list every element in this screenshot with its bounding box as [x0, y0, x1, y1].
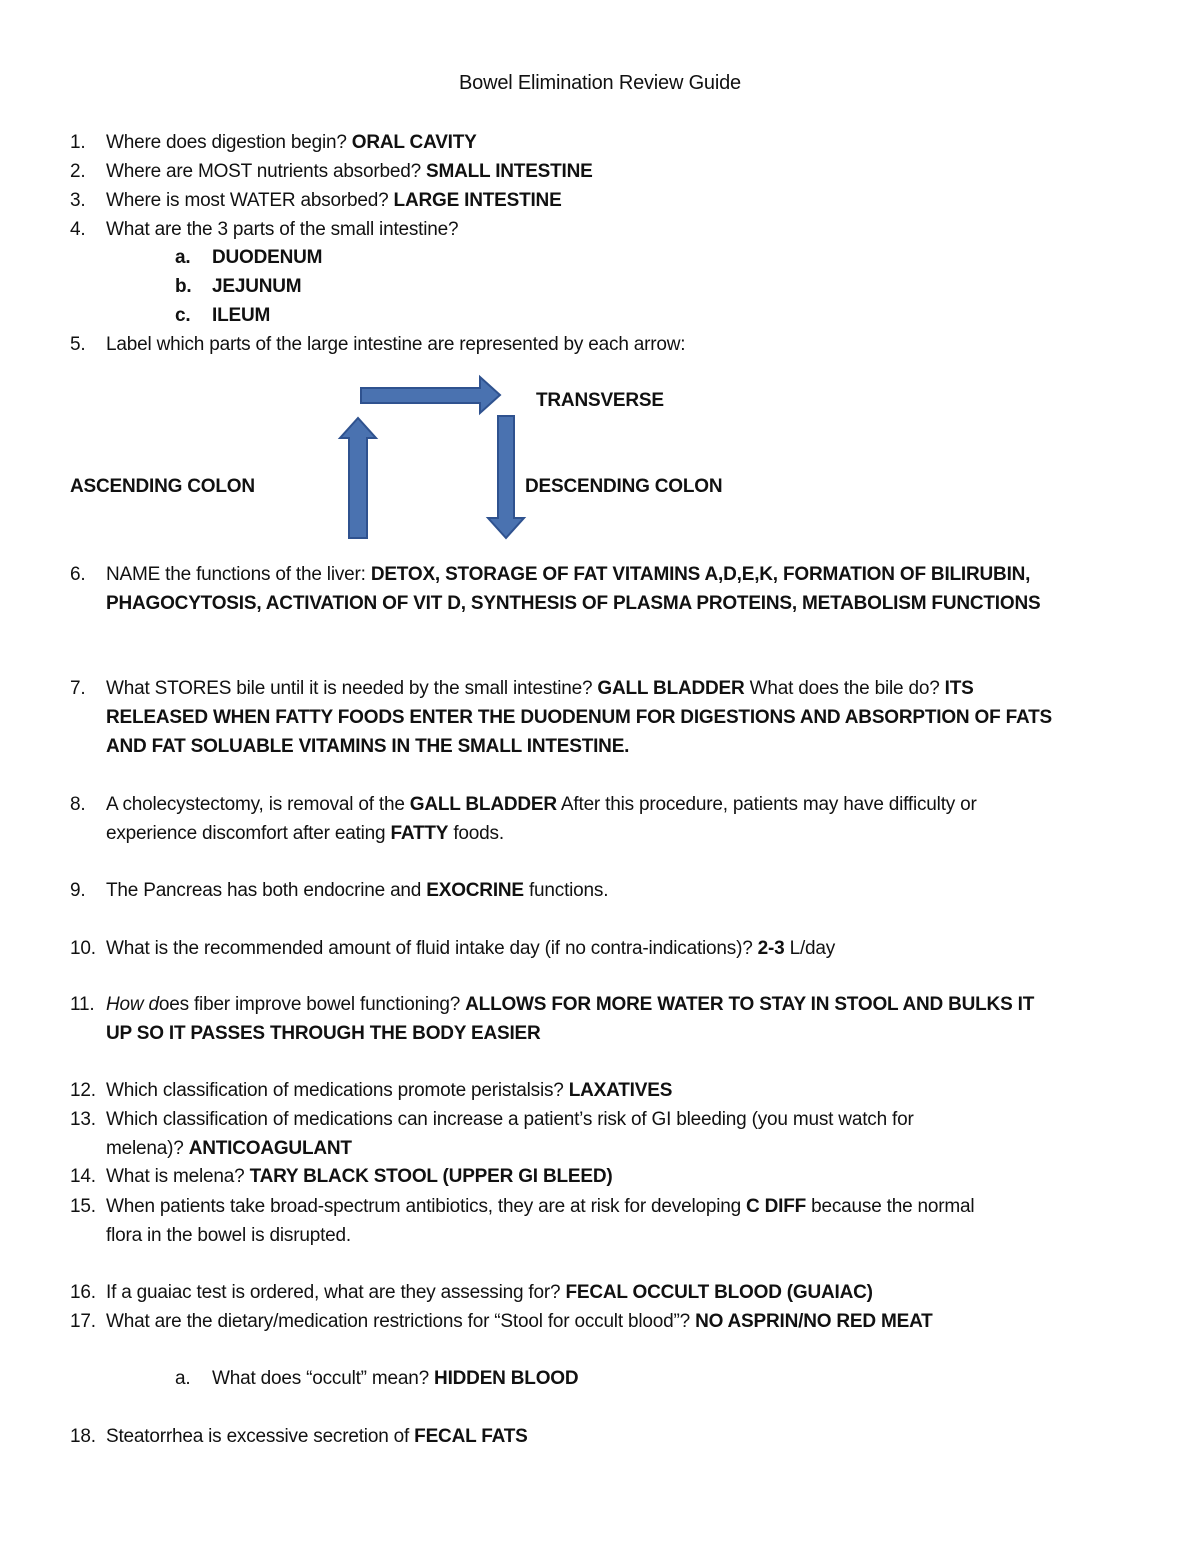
question-number: 6. [70, 564, 86, 585]
question-text: What are the 3 parts of the small intestine? [106, 219, 459, 240]
question-number: 13. [70, 1109, 96, 1130]
answer-text: ALLOWS FOR MORE WATER TO STAY IN STOOL AND BULKS IT [465, 994, 1035, 1015]
question-number: 8. [70, 794, 86, 815]
question-number: 12. [70, 1080, 96, 1101]
question-number: 15. [70, 1196, 96, 1217]
transverse-arrow [361, 377, 500, 413]
answer-text: SMALL INTESTINE [426, 161, 593, 182]
question-text: Label which parts of the large intestine are represented by each arrow: [106, 334, 686, 355]
answer-text: PHAGOCYTOSIS, ACTIVATION OF VIT D, SYNTHESIS OF PLASMA PROTEINS, METABOLISM FUNCTIONS [106, 593, 1041, 614]
question-text: If a guaiac test is ordered, what are they assessing for? [106, 1282, 566, 1303]
question-text: What does the bile do? [744, 678, 945, 699]
question-text: foods. [448, 823, 504, 844]
question-text: What is the recommended amount of fluid intake day (if no contra-indications)? [106, 938, 758, 959]
answer-text: ITS [944, 678, 974, 699]
answer-text: ILEUM [212, 305, 271, 326]
list-letter: a. [175, 247, 191, 268]
question-number: 10. [70, 938, 96, 959]
answer-text: LARGE INTESTINE [393, 190, 562, 211]
answer-text: DUODENUM [212, 247, 323, 268]
answer-text: FECAL FATS [414, 1426, 528, 1447]
question-number: 5. [70, 334, 86, 355]
question-text: Steatorrhea is excessive secretion of [106, 1426, 415, 1447]
question-number: 7. [70, 678, 86, 699]
question-text: What STORES bile until it is needed by the small intestine? [106, 678, 598, 699]
question-text: NAME the functions of the liver: [106, 564, 371, 585]
answer-text: 2-3 [757, 938, 785, 959]
question-number: 16. [70, 1282, 96, 1303]
colon-arrow-diagram [330, 370, 550, 550]
question-number: 18. [70, 1426, 96, 1447]
answer-text: DETOX, STORAGE OF FAT VITAMINS A,D,E,K, FORMATION OF BILIRUBIN, [370, 564, 1031, 585]
answer-text: UP SO IT PASSES THROUGH THE BODY EASIER [106, 1023, 541, 1044]
question-text: L/day [784, 938, 836, 959]
page-title: Bowel Elimination Review Guide [459, 72, 741, 94]
answer-text: GALL BLADDER [597, 678, 745, 699]
question-text: flora in the bowel is disrupted. [106, 1225, 351, 1246]
answer-text: TARY BLACK STOOL (UPPER GI BLEED) [249, 1166, 613, 1187]
question-number: 17. [70, 1311, 96, 1332]
question-text: When patients take broad-spectrum antibiotics, they are at risk for developing [106, 1196, 747, 1217]
transverse-label: TRANSVERSE [536, 390, 664, 411]
question-number: 11. [70, 994, 95, 1015]
question-text: After this procedure, patients may have difficulty or [556, 794, 977, 815]
question-number: 9. [70, 880, 86, 901]
answer-text: GALL BLADDER [409, 794, 557, 815]
list-letter: b. [175, 276, 192, 297]
question-text: What are the dietary/medication restrictions for “Stool for occult blood”? [106, 1311, 696, 1332]
answer-text: EXOCRINE [426, 880, 524, 901]
question-number: 2. [70, 161, 86, 182]
answer-text: FATTY [390, 823, 449, 844]
answer-text: JEJUNUM [212, 276, 302, 297]
descending-arrow [488, 416, 524, 538]
question-text: A cholecystectomy, is removal of the [106, 794, 410, 815]
answer-text: AND FAT SOLUABLE VITAMINS IN THE SMALL INTESTINE. [106, 736, 630, 757]
answer-text: C DIFF [746, 1196, 807, 1217]
question-text: experience discomfort after eating [106, 823, 391, 844]
answer-text: LAXATIVES [568, 1080, 673, 1101]
question-text: What does “occult” mean? [212, 1368, 435, 1389]
descending-colon-label: DESCENDING COLON [525, 476, 723, 497]
question-number: 14. [70, 1166, 96, 1187]
answer-text: ANTICOAGULANT [188, 1138, 352, 1159]
question-number: 4. [70, 219, 86, 240]
answer-text: RELEASED WHEN FATTY FOODS ENTER THE DUODENUM FOR DIGESTIONS AND ABSORPTION OF FATS [106, 707, 1052, 728]
question-text: Where does digestion begin? [106, 132, 352, 153]
question-text: What is melena? [106, 1166, 250, 1187]
question-text: melena)? [106, 1138, 189, 1159]
question-text: functions. [523, 880, 609, 901]
ascending-colon-label: ASCENDING COLON [70, 476, 255, 497]
question-text: Which classification of medications promote peristalsis? [106, 1080, 569, 1101]
question-text: Which classification of medications can increase a patient’s risk of GI bleeding (you must watch for [106, 1109, 914, 1130]
question-text: because the normal [806, 1196, 975, 1217]
list-letter: a. [175, 1368, 191, 1389]
question-number: 1. [70, 132, 86, 153]
question-text: Where is most WATER absorbed? [106, 190, 394, 211]
question-text-italic: How d [106, 994, 159, 1015]
answer-text: ORAL CAVITY [351, 132, 477, 153]
question-number: 3. [70, 190, 86, 211]
question-text: Where are MOST nutrients absorbed? [106, 161, 427, 182]
answer-text: NO ASPRIN/NO RED MEAT [695, 1311, 933, 1332]
ascending-arrow [340, 418, 376, 538]
answer-text: HIDDEN BLOOD [434, 1368, 579, 1389]
answer-text: FECAL OCCULT BLOOD (GUAIAC) [565, 1282, 873, 1303]
question-text: The Pancreas has both endocrine and [106, 880, 427, 901]
list-letter: c. [175, 305, 191, 326]
question-text: oes fiber improve bowel functioning? [158, 994, 466, 1015]
